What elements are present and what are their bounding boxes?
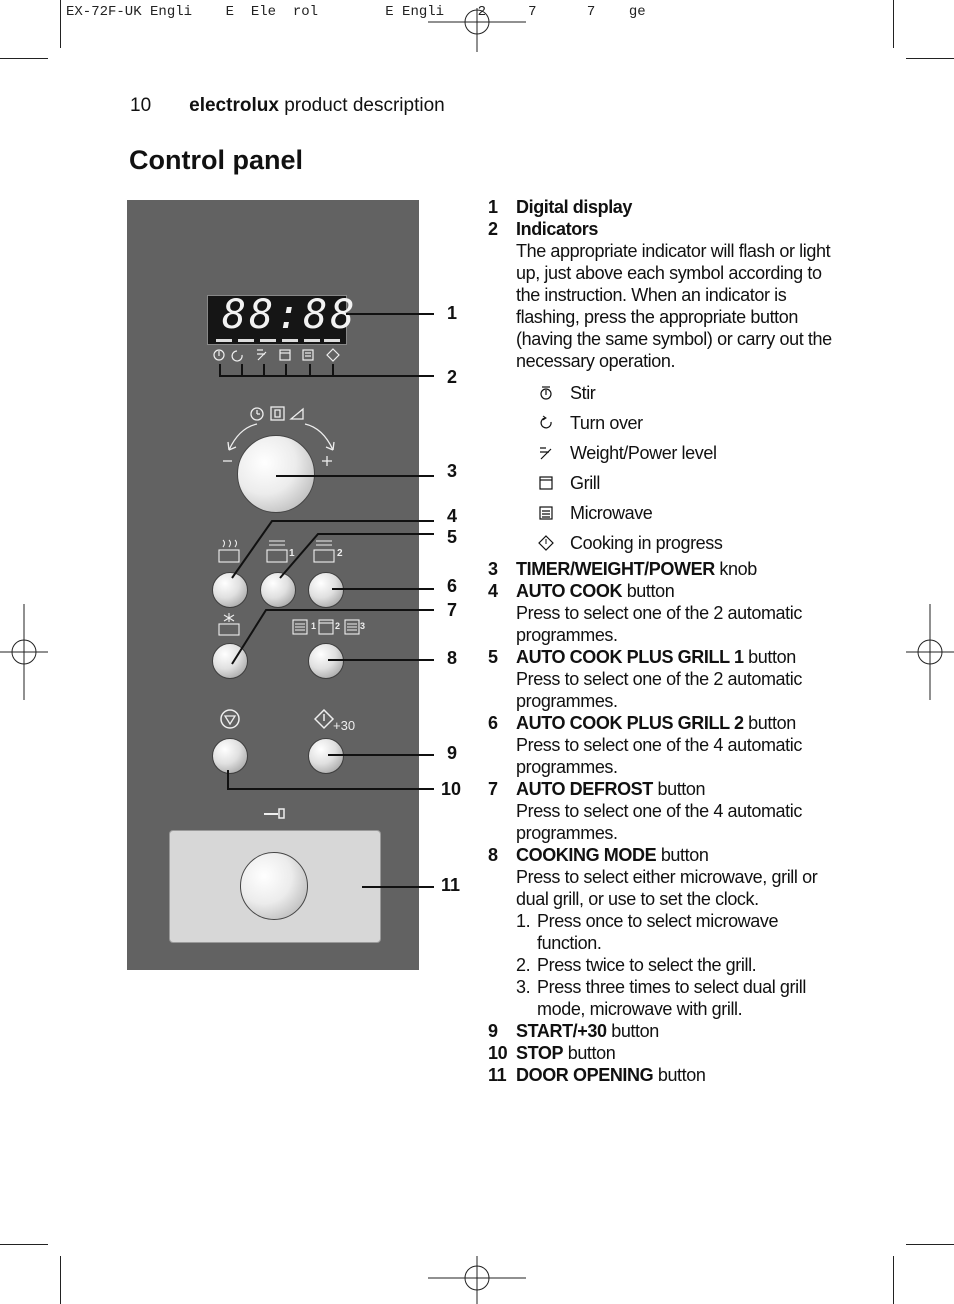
brand-name: electrolux (189, 95, 279, 116)
weight-power-icon (538, 445, 554, 461)
page-number: 10 (130, 95, 152, 116)
list-item: 11 DOOR OPENING button (488, 1065, 706, 1085)
callout-11: 11 (441, 875, 461, 895)
mode-step: 3. Press three times to select dual grill mode, microwave with grill. (516, 977, 806, 1019)
callout-2: 2 (447, 367, 458, 387)
callout-5: 5 (447, 527, 458, 547)
page-title: Control panel (129, 145, 303, 175)
section-name: product description (284, 95, 445, 116)
turn-over-icon (538, 415, 554, 431)
description-list (488, 196, 834, 1086)
mode-label-1: 1 (311, 621, 317, 631)
list-item: 1 Digital display (488, 197, 633, 217)
mode-step: 2. Press twice to select the grill. (516, 955, 757, 975)
cooking-progress-icon (538, 535, 554, 551)
callout-6: 6 (447, 576, 458, 596)
callout-4: 4 (447, 506, 458, 526)
auto-grill-2-label: 2 (337, 548, 343, 559)
list-item: 2 Indicators The appropriate indicator will flash or light up, just above each symbol according to the instruction. When an indicator is flashing, press the appropriate button (having the same symbol) or carry out the necessary operation. Stir Turn over Weight/Power level Grill Microwave Cooking in progress (488, 218, 834, 558)
list-item: 8 COOKING MODE button Press to select either microwave, grill or dual grill, or use to set the clock. 1. Press once to select microwave function. 2. Press twice to select the grill. 3. Press three times to select dual grill mode, microwave with grill. (488, 844, 834, 1020)
list-item: 6 AUTO COOK PLUS GRILL 2 button Press to select one of the 4 automatic programmes. (488, 713, 802, 777)
mode-label-2: 2 (335, 621, 341, 631)
indicator-legend: Stir Turn over Weight/Power level Grill Microwave Cooking in progress (538, 378, 834, 558)
list-item: 10 STOP button (488, 1043, 616, 1063)
mode-label-3: 3 (360, 621, 366, 631)
stir-icon (538, 385, 554, 401)
list-item: 9 START/+30 button (488, 1021, 659, 1041)
list-item: 4 AUTO COOK button Press to select one of the 2 automatic programmes. (488, 581, 802, 645)
start-plus30-label: +30 (333, 718, 356, 733)
auto-grill-1-label: 1 (289, 548, 295, 559)
grill-icon (538, 475, 554, 491)
mode-step: 1. Press once to select microwave function. (516, 911, 779, 953)
microwave-icon (538, 505, 554, 521)
indicators-description: The appropriate indicator will flash or light up, just above each symbol according to the instruction. When an indicator is flashing, press the appropriate button (having the same symbol) or carry out the necessary operation. (516, 241, 832, 371)
callout-7: 7 (447, 600, 458, 620)
display-digits: 88:88 (222, 292, 358, 338)
callout-3: 3 (447, 461, 458, 481)
list-item: 7 AUTO DEFROST button Press to select one of the 4 automatic programmes. (488, 779, 802, 843)
callout-1: 1 (447, 303, 458, 323)
list-item: 3 TIMER/WEIGHT/POWER knob (488, 559, 757, 579)
print-slug: EX-72F-UK Engli E Ele rol E Engli 2 7 7 ge (66, 4, 646, 20)
callout-8: 8 (447, 648, 458, 668)
callout-9: 9 (447, 743, 458, 763)
callout-10: 10 (441, 779, 462, 799)
list-item: 5 AUTO COOK PLUS GRILL 1 button Press to select one of the 2 automatic programmes. (488, 647, 802, 711)
